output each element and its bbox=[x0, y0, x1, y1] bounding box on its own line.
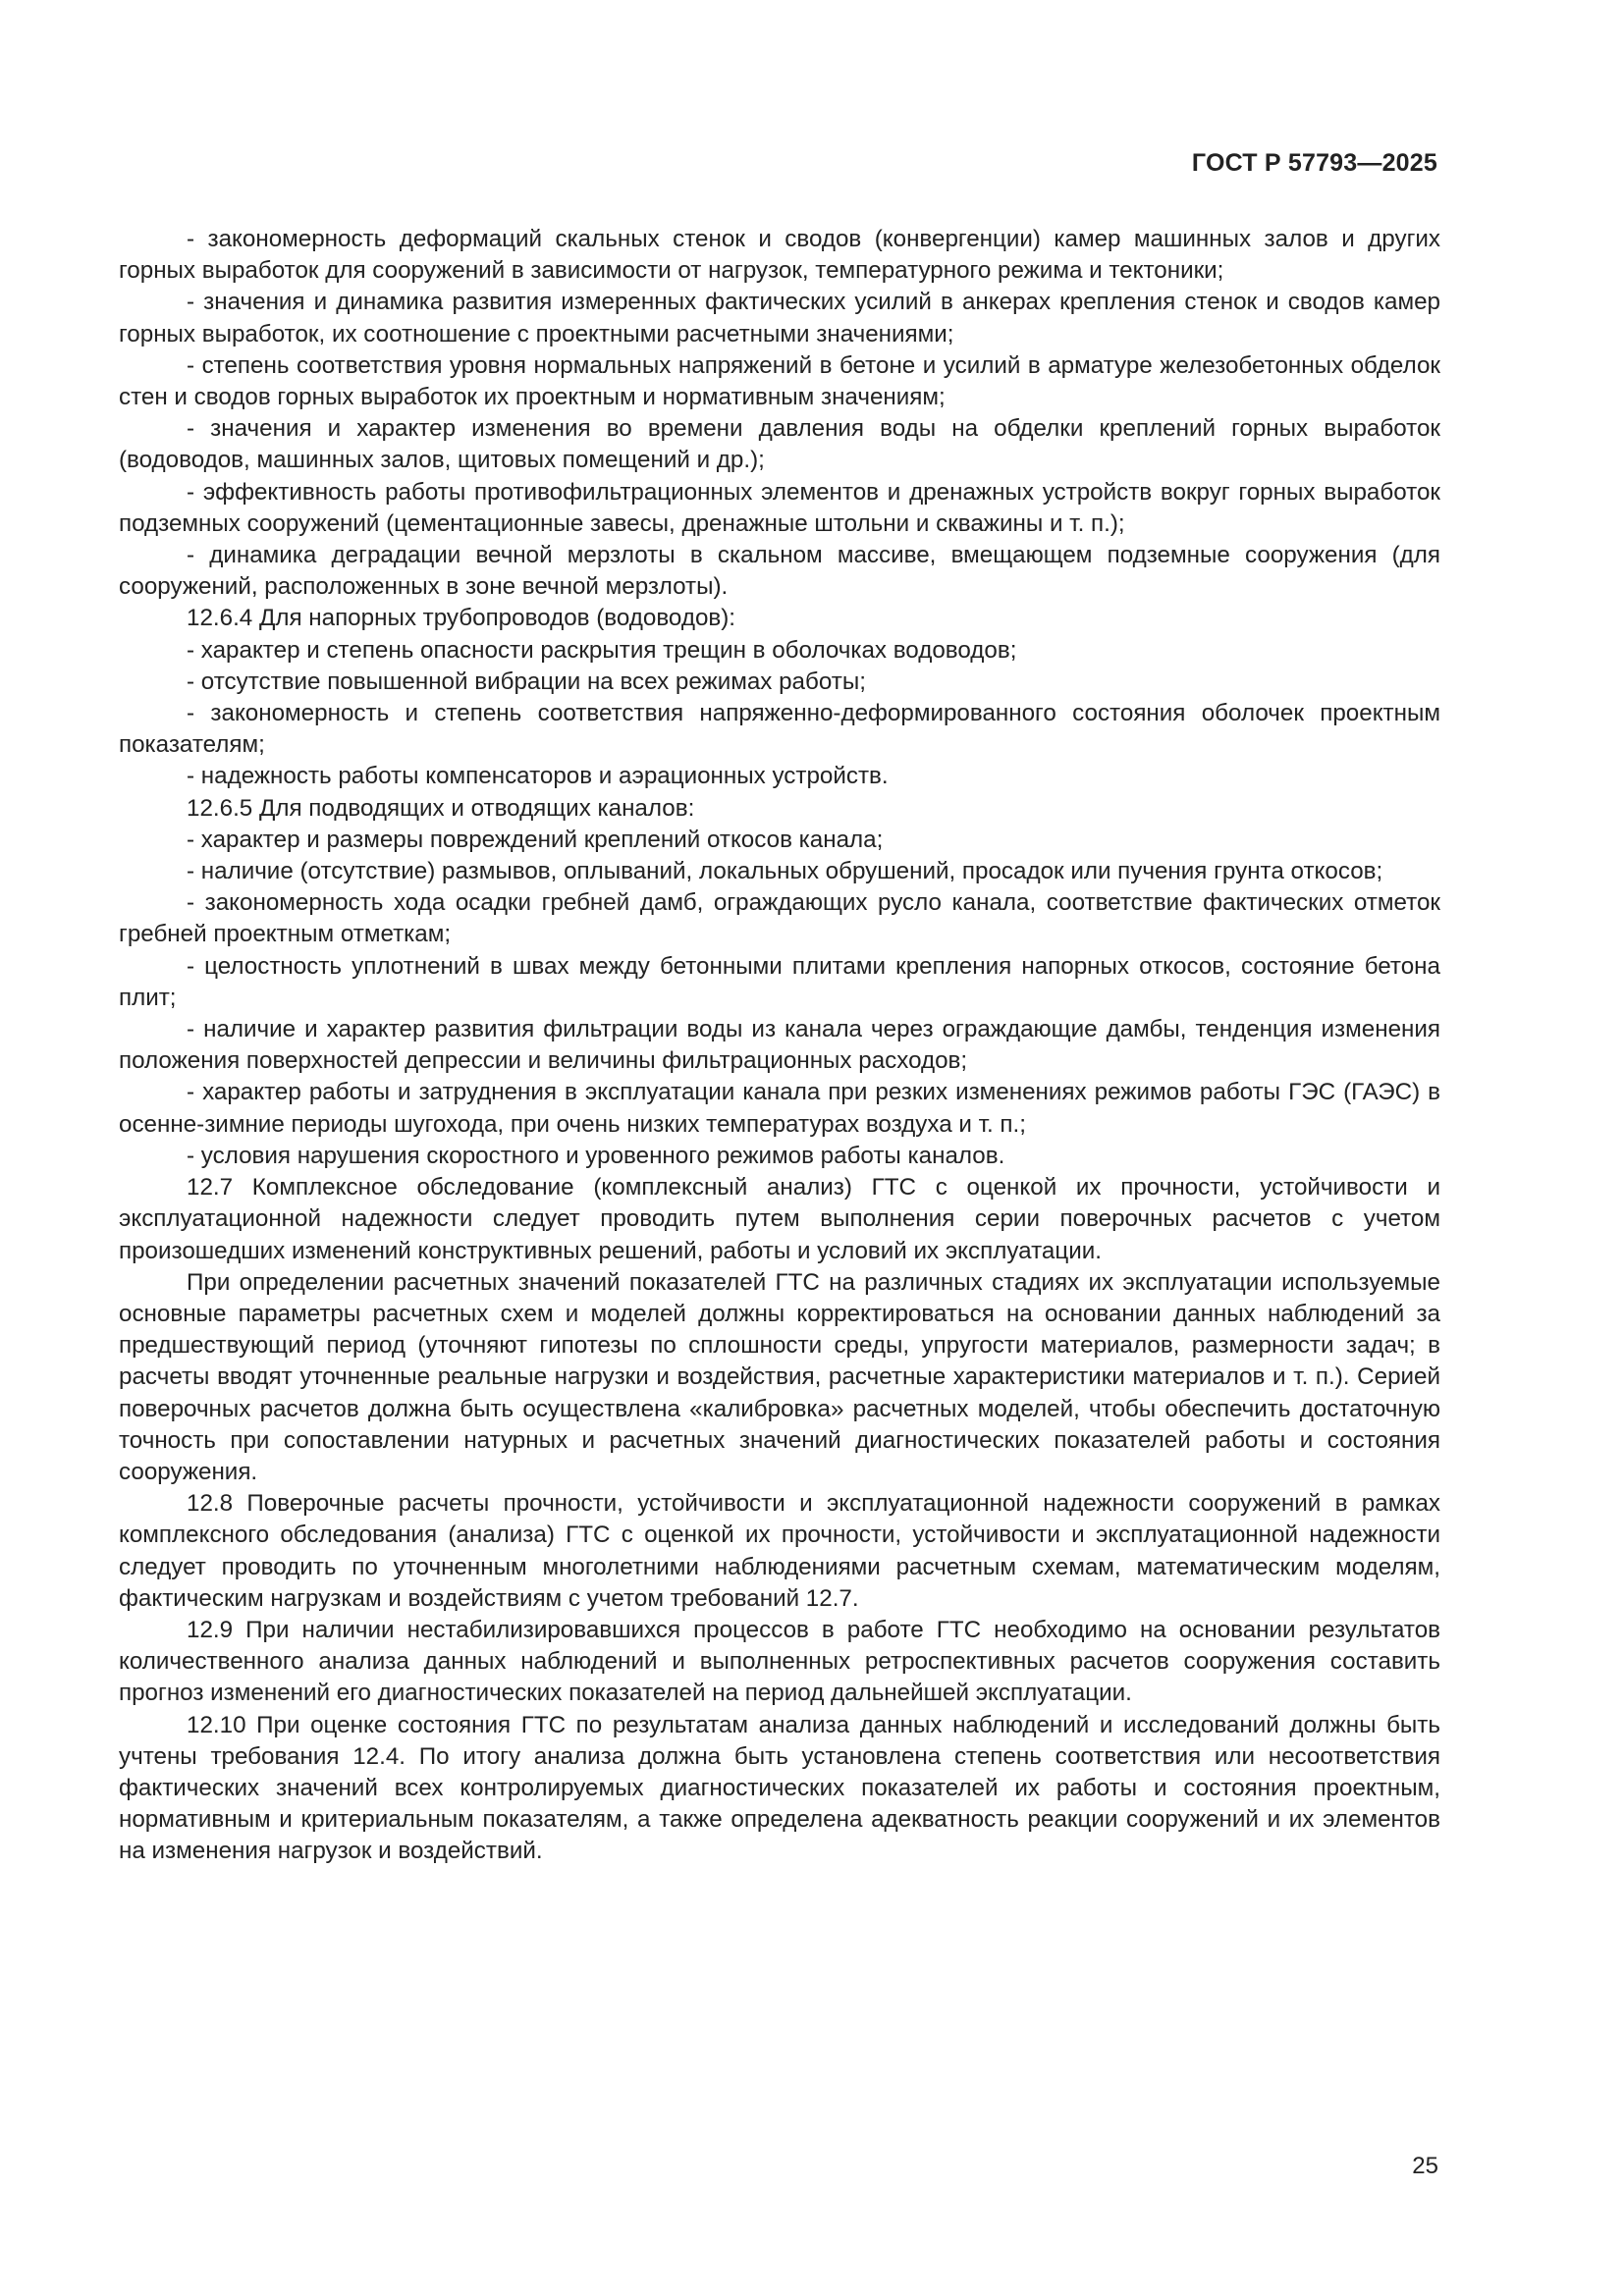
section-heading-12-6-4: 12.6.4 Для напорных трубопроводов (водоводов): bbox=[187, 605, 736, 632]
document-body bbox=[119, 224, 1440, 1868]
paragraph: - наличие и характер развития фильтрации воды из канала через ограждающие дамбы, тенденция изменения положения поверхностей депрессии и величины фильтрационных расходов; bbox=[119, 1016, 1440, 1075]
paragraph: - эффективность работы противофильтрационных элементов и дренажных устройств вокруг горных выработок подземных сооружений (цементационные завесы, дренажные штольни и скважины и т. п.); bbox=[119, 478, 1440, 537]
paragraph: - характер и размеры повреждений креплений откосов канала; bbox=[187, 826, 884, 853]
paragraph: - значения и динамика развития измеренных фактических усилий в анкерах крепления стенок и сводов камер горных выработок, их соотношение с проектными расчетными значениями; bbox=[119, 289, 1440, 347]
paragraph: - наличие (отсутствие) размывов, оплываний, локальных обрушений, просадок или пучения грунта откосов; bbox=[187, 858, 1383, 885]
section-heading-12-6-5: 12.6.5 Для подводящих и отводящих каналов: bbox=[187, 794, 695, 822]
section-12-9: 12.9 При наличии нестабилизировавшихся процессов в работе ГТС необходимо на основании результатов количественного анализа данных наблюдений и выполненных ретроспективных расчетов сооружения составить прогноз изменений его диагностических показателей на период дальнейшей эксплуатации. bbox=[119, 1616, 1440, 1707]
paragraph: - закономерность деформаций скальных стенок и сводов (конвергенции) камер машинных залов и других горных выработок для сооружений в зависимости от нагрузок, температурного режима и тектоники; bbox=[119, 226, 1440, 285]
paragraph: - значения и характер изменения во времени давления воды на обделки креплений горных выработок (водоводов, машинных залов, щитовых помещений и др.); bbox=[119, 415, 1440, 474]
paragraph: При определении расчетных значений показателей ГТС на различных стадиях их эксплуатации используемые основные параметры расчетных схем и моделей должны корректироваться на основании данных наблюдений за предшествующий период (уточняют гипотезы по сплошности среды, упругости материалов, размерности задач; в расчеты вводят уточненные реальные нагрузки и воздействия, расчетные характеристики материалов и т. п.). Серией поверочных расчетов должна быть осуществлена «калибровка» расчетных моделей, чтобы обеспечить достаточную точность при сопоставлении натурных и расчетных значений диагностических показателей работы и состояния сооружения. bbox=[119, 1268, 1440, 1485]
paragraph: - характер и степень опасности раскрытия трещин в оболочках водоводов; bbox=[187, 636, 1017, 664]
section-12-10: 12.10 При оценке состояния ГТС по результатам анализа данных наблюдений и исследований должны быть учтены требования 12.4. По итогу анализа должна быть установлена степень соответствия или несоответствия фактических значений всех контролируемых диагностических показателей их работы и состояния проектным, нормативным и критериальным показателям, а также определена адекватность реакции сооружений и их элементов на изменения нагрузок и воздействий. bbox=[119, 1711, 1440, 1865]
paragraph: - отсутствие повышенной вибрации на всех режимах работы; bbox=[187, 667, 866, 695]
paragraph: - характер работы и затруднения в эксплуатации канала при резких изменениях режимов работы ГЭС (ГАЭС) в осенне-зимние периоды шугохода, при очень низких температурах воздуха и т. п.; bbox=[119, 1079, 1440, 1138]
section-12-8: 12.8 Поверочные расчеты прочности, устойчивости и эксплуатационной надежности сооружений в рамках комплексного обследования (анализа) ГТС с оценкой их прочности, устойчивости и эксплуатационной надежности следует проводить по уточненным многолетними наблюдениями расчетным схемам, математическим моделям, фактическим нагрузкам и воздействиям с учетом требований 12.7. bbox=[119, 1490, 1440, 1612]
document-code: ГОСТ Р 57793—2025 bbox=[1191, 149, 1437, 177]
paragraph: - целостность уплотнений в швах между бетонными плитами крепления напорных откосов, состояние бетона плит; bbox=[119, 952, 1440, 1011]
paragraph: - степень соответствия уровня нормальных напряжений в бетоне и усилий в арматуре железобетонных обделок стен и сводов горных выработок их проектным и нормативным значениям; bbox=[119, 351, 1440, 411]
page-number: 25 bbox=[1412, 2153, 1438, 2179]
paragraph: - надежность работы компенсаторов и аэрационных устройств. bbox=[187, 763, 889, 790]
paragraph: - условия нарушения скоростного и уровенного режимов работы каналов. bbox=[187, 1142, 1005, 1169]
paragraph: - динамика деградации вечной мерзлоты в скальном массиве, вмещающем подземные сооружения (для сооружений, расположенных в зоне вечной мерзлоты). bbox=[119, 542, 1440, 601]
section-12-7: 12.7 Комплексное обследование (комплексный анализ) ГТС с оценкой их прочности, устойчивости и эксплуатационной надежности следует проводить путем выполнения серии поверочных расчетов с учетом произошедших изменений конструктивных решений, работы и условий их эксплуатации. bbox=[119, 1174, 1440, 1264]
paragraph: - закономерность и степень соответствия напряженно-деформированного состояния оболочек проектным показателям; bbox=[119, 700, 1440, 759]
paragraph: - закономерность хода осадки гребней дамб, ограждающих русло канала, соответствие фактических отметок гребней проектным отметкам; bbox=[119, 889, 1440, 948]
